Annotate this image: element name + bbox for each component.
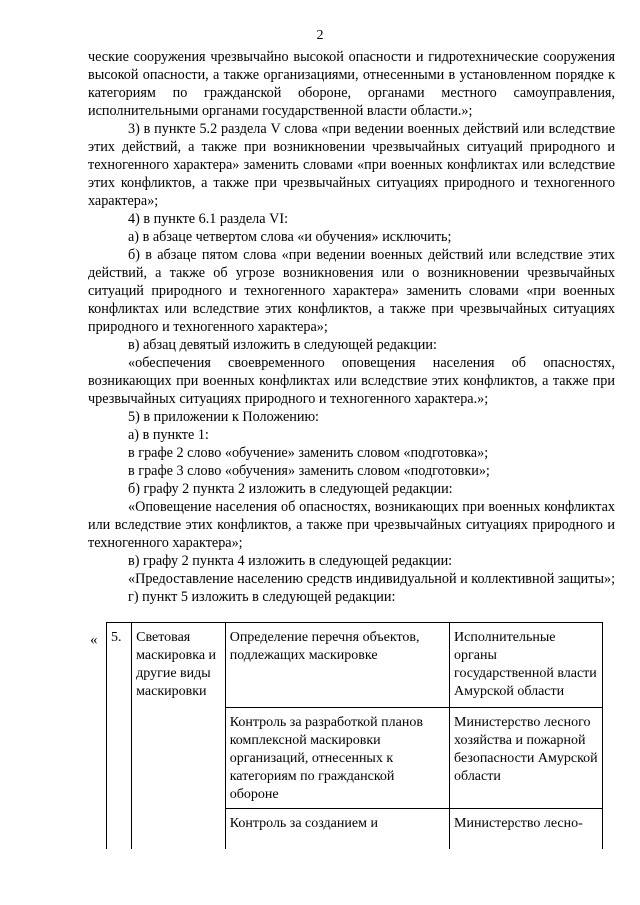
paragraph: а) в абзаце четвертом слова «и обучения» исключить; — [128, 229, 452, 245]
document-body — [88, 48, 615, 606]
paragraph: «обеспечения своевременного оповещения населения об опасностях, возникающих при военных конфликтах или вследствие этих конфликтов, а также при чрезвычайных ситуациях природного и техногенного характера.»; — [88, 355, 615, 407]
paragraph: а) в пункте 1: — [128, 427, 209, 443]
measure-name-cell: Световая маскировка и другие виды маскировки — [132, 623, 226, 850]
paragraph: в графе 2 слово «обучение» заменить словом «подготовка»; — [128, 445, 489, 461]
paragraph: в) абзац девятый изложить в следующей редакции: — [128, 337, 437, 353]
table-open-quote: « — [90, 632, 98, 648]
paragraph: в графе 3 слово «обучения» заменить словом «подготовки»; — [128, 463, 490, 479]
paragraph: «Предоставление населению средств индивидуальной и коллективной защиты»; — [128, 571, 616, 587]
executor-cell: Министерство лесно- — [450, 809, 603, 850]
table-row — [107, 623, 603, 708]
paragraph: 3) в пункте 5.2 раздела V слова «при ведении военных действий или вследствие этих действий, а также при возникновении чрезвычайных ситуаций природного и техногенного характера» заменить словами «при военных конфликтах или вследствие этих конфликтов, а также при чрезвычайных ситуациях природного и техногенного характера»; — [88, 121, 615, 209]
executor-cell: Министерство лесного хозяйства и пожарной безопасности Амурской области — [450, 708, 603, 809]
executor-cell: Исполнительные органы государственной власти Амурской области — [450, 623, 603, 708]
paragraph: 5) в приложении к Положению: — [128, 409, 319, 425]
row-number-cell: 5. — [107, 623, 132, 850]
task-cell: Определение перечня объектов, подлежащих маскировке — [225, 623, 449, 708]
paragraph: б) графу 2 пункта 2 изложить в следующей редакции: — [128, 481, 453, 497]
paragraph: ческие сооружения чрезвычайно высокой опасности и гидротехнические сооружения высокой опасности, а также организациями, отнесенными в установленном порядке к категориям по гражданской обороне, органами местного самоуправления, исполнительными органами государственной власти области.»; — [88, 49, 615, 119]
paragraph: б) в абзаце пятом слова «при ведении военных действий или вследствие этих действий, а также об угрозе возникновения или о возникновении чрезвычайных ситуаций природного и техногенного характера» заменить словами «при военных конфликтах или вследствие этих конфликтов, а также при чрезвычайных ситуациях природного и техногенного характера»; — [88, 247, 615, 335]
paragraph: 4) в пункте 6.1 раздела VI: — [128, 211, 289, 227]
amendment-table — [106, 622, 603, 849]
paragraph: в) графу 2 пункта 4 изложить в следующей редакции: — [128, 553, 453, 569]
paragraph: «Оповещение населения об опасностях, возникающих при военных конфликтах или вследствие этих конфликтов, а также при чрезвычайных ситуациях природного и техногенного характера»; — [88, 499, 615, 551]
paragraph: г) пункт 5 изложить в следующей редакции: — [128, 589, 396, 605]
page-number: 2 — [316, 28, 324, 43]
task-cell: Контроль за созданием и — [225, 809, 449, 850]
task-cell: Контроль за разработкой планов комплексной маскировки организаций, отнесенных к категориям по гражданской обороне — [225, 708, 449, 809]
